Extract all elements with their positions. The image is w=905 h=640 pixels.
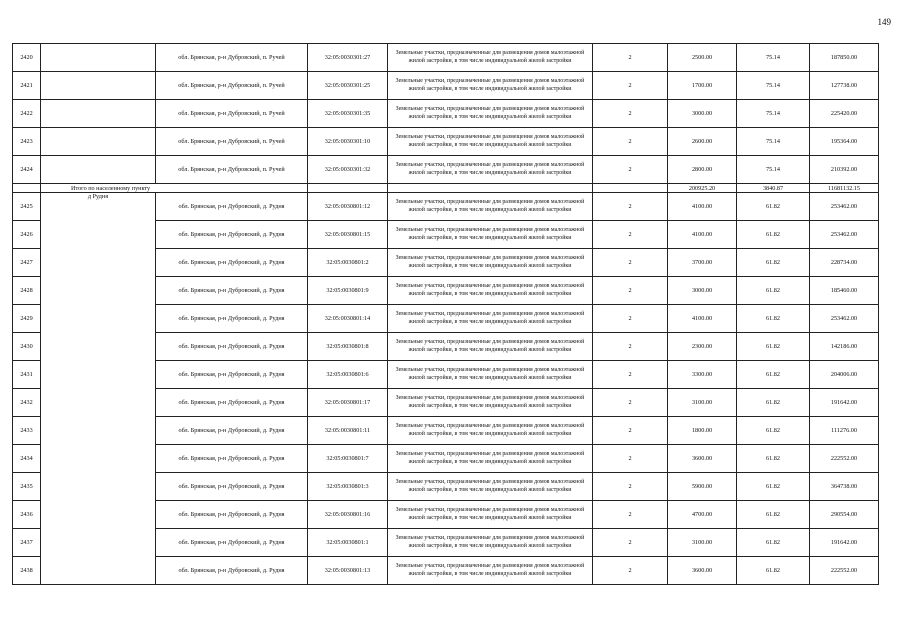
land-use-cell: Земельные участки, предназначенные для размещения домов малоэтажной жилой застройки, в том числе индивидуальной жилой застройки	[388, 193, 593, 221]
subtotal-empty-use	[388, 184, 593, 193]
land-use-cell: Земельные участки, предназначенные для размещения домов малоэтажной жилой застройки, в том числе индивидуальной жилой застройки	[388, 100, 593, 128]
address-cell: обл. Брянская, р-н Дубровский, п. Ручей	[156, 156, 308, 184]
cadastral-number-cell: 32:05:0030801:6	[308, 361, 388, 389]
rate-cell: 61.82	[737, 557, 810, 585]
cadastral-number-cell: 32:05:0030801:9	[308, 277, 388, 305]
value-cell: 253462.00	[810, 305, 879, 333]
value-cell: 187850.00	[810, 44, 879, 72]
cadastral-number-cell: 32:05:0030801:14	[308, 305, 388, 333]
cadastral-number-cell: 32:05:0030801:17	[308, 389, 388, 417]
category-cell: 2	[593, 445, 668, 473]
rate-cell: 61.82	[737, 361, 810, 389]
land-use-cell: Земельные участки, предназначенные для размещения домов малоэтажной жилой застройки, в том числе индивидуальной жилой застройки	[388, 473, 593, 501]
area-cell: 3100.00	[668, 389, 737, 417]
row-number: 2433	[13, 417, 41, 445]
address-cell: обл. Брянская, р-н Дубровский, д. Рудня	[156, 277, 308, 305]
row-number: 2423	[13, 128, 41, 156]
value-cell: 195364.00	[810, 128, 879, 156]
cadastral-number-cell: 32:05:0030801:13	[308, 557, 388, 585]
row-number: 2425	[13, 193, 41, 221]
cadastral-number-cell: 32:05:0030801:7	[308, 445, 388, 473]
row-number: 2435	[13, 473, 41, 501]
area-cell: 2300.00	[668, 333, 737, 361]
area-cell: 3100.00	[668, 529, 737, 557]
rate-cell: 75.14	[737, 128, 810, 156]
value-cell: 364738.00	[810, 473, 879, 501]
category-cell: 2	[593, 557, 668, 585]
category-cell: 2	[593, 333, 668, 361]
address-cell: обл. Брянская, р-н Дубровский, д. Рудня	[156, 193, 308, 221]
row-number: 2420	[13, 44, 41, 72]
value-cell: 111276.00	[810, 417, 879, 445]
category-cell: 2	[593, 361, 668, 389]
address-cell: обл. Брянская, р-н Дубровский, д. Рудня	[156, 473, 308, 501]
locality-cell	[41, 193, 156, 585]
rate-cell: 61.82	[737, 473, 810, 501]
address-cell: обл. Брянская, р-н Дубровский, д. Рудня	[156, 557, 308, 585]
cadastral-number-cell: 32:05:0030301:35	[308, 100, 388, 128]
address-cell: обл. Брянская, р-н Дубровский, д. Рудня	[156, 417, 308, 445]
land-use-cell: Земельные участки, предназначенные для размещения домов малоэтажной жилой застройки, в том числе индивидуальной жилой застройки	[388, 249, 593, 277]
area-cell: 3000.00	[668, 100, 737, 128]
land-use-cell: Земельные участки, предназначенные для размещения домов малоэтажной жилой застройки, в том числе индивидуальной жилой застройки	[388, 221, 593, 249]
category-cell: 2	[593, 473, 668, 501]
subtotal-empty-cad	[308, 184, 388, 193]
cadastral-number-cell: 32:05:0030801:8	[308, 333, 388, 361]
table-row	[13, 128, 879, 156]
area-cell: 3600.00	[668, 557, 737, 585]
land-use-cell: Земельные участки, предназначенные для размещения домов малоэтажной жилой застройки, в том числе индивидуальной жилой застройки	[388, 557, 593, 585]
table-row	[13, 156, 879, 184]
address-cell: обл. Брянская, р-н Дубровский, д. Рудня	[156, 501, 308, 529]
table-row	[13, 100, 879, 128]
rate-cell: 61.82	[737, 193, 810, 221]
category-cell: 2	[593, 44, 668, 72]
rate-cell: 75.14	[737, 44, 810, 72]
rate-cell: 61.82	[737, 277, 810, 305]
area-cell: 1700.00	[668, 72, 737, 100]
address-cell: обл. Брянская, р-н Дубровский, п. Ручей	[156, 44, 308, 72]
category-cell: 2	[593, 305, 668, 333]
subtotal-row	[13, 184, 879, 193]
subtotal-label: Итого по населенному пункту	[41, 184, 308, 193]
row-number: 2426	[13, 221, 41, 249]
land-use-cell: Земельные участки, предназначенные для размещения домов малоэтажной жилой застройки, в том числе индивидуальной жилой застройки	[388, 361, 593, 389]
locality-cell	[41, 128, 156, 156]
locality-cell	[41, 72, 156, 100]
value-cell: 222552.00	[810, 445, 879, 473]
cadastral-number-cell: 32:05:0030301:27	[308, 44, 388, 72]
land-use-cell: Земельные участки, предназначенные для размещения домов малоэтажной жилой застройки, в том числе индивидуальной жилой застройки	[388, 333, 593, 361]
rate-cell: 61.82	[737, 249, 810, 277]
category-cell: 2	[593, 72, 668, 100]
cadastral-number-cell: 32:05:0030801:11	[308, 417, 388, 445]
table-row	[13, 193, 879, 221]
locality-cell	[41, 156, 156, 184]
table-row	[13, 72, 879, 100]
address-cell: обл. Брянская, р-н Дубровский, д. Рудня	[156, 529, 308, 557]
rate-cell: 75.14	[737, 156, 810, 184]
locality-cell	[41, 44, 156, 72]
cadastral-number-cell: 32:05:0030801:2	[308, 249, 388, 277]
area-cell: 4100.00	[668, 305, 737, 333]
rate-cell: 61.82	[737, 389, 810, 417]
value-cell: 210392.00	[810, 156, 879, 184]
address-cell: обл. Брянская, р-н Дубровский, п. Ручей	[156, 100, 308, 128]
row-number: 2434	[13, 445, 41, 473]
area-cell: 5900.00	[668, 473, 737, 501]
table-row	[13, 44, 879, 72]
subtotal-empty-cat	[593, 184, 668, 193]
area-cell: 2800.00	[668, 156, 737, 184]
value-cell: 142186.00	[810, 333, 879, 361]
address-cell: обл. Брянская, р-н Дубровский, д. Рудня	[156, 361, 308, 389]
category-cell: 2	[593, 156, 668, 184]
area-cell: 4700.00	[668, 501, 737, 529]
row-number: 2429	[13, 305, 41, 333]
address-cell: обл. Брянская, р-н Дубровский, д. Рудня	[156, 389, 308, 417]
address-cell: обл. Брянская, р-н Дубровский, д. Рудня	[156, 305, 308, 333]
area-cell: 3600.00	[668, 445, 737, 473]
land-use-cell: Земельные участки, предназначенные для размещения домов малоэтажной жилой застройки, в том числе индивидуальной жилой застройки	[388, 389, 593, 417]
address-cell: обл. Брянская, р-н Дубровский, д. Рудня	[156, 249, 308, 277]
cadastral-number-cell: 32:05:0030301:25	[308, 72, 388, 100]
subtotal-rate: 3840.87	[737, 184, 810, 193]
row-number: 2432	[13, 389, 41, 417]
rate-cell: 61.82	[737, 417, 810, 445]
row-number: 2424	[13, 156, 41, 184]
land-use-cell: Земельные участки, предназначенные для размещения домов малоэтажной жилой застройки, в том числе индивидуальной жилой застройки	[388, 128, 593, 156]
row-number: 2430	[13, 333, 41, 361]
category-cell: 2	[593, 128, 668, 156]
address-cell: обл. Брянская, р-н Дубровский, д. Рудня	[156, 221, 308, 249]
value-cell: 290554.00	[810, 501, 879, 529]
value-cell: 222552.00	[810, 557, 879, 585]
row-number: 2438	[13, 557, 41, 585]
row-number: 2437	[13, 529, 41, 557]
page-number: 149	[877, 17, 891, 27]
area-cell: 3000.00	[668, 277, 737, 305]
category-cell: 2	[593, 277, 668, 305]
value-cell: 228734.00	[810, 249, 879, 277]
cadastral-number-cell: 32:05:0030801:3	[308, 473, 388, 501]
rate-cell: 75.14	[737, 100, 810, 128]
rate-cell: 61.82	[737, 305, 810, 333]
cadastral-number-cell: 32:05:0030801:12	[308, 193, 388, 221]
land-use-cell: Земельные участки, предназначенные для размещения домов малоэтажной жилой застройки, в том числе индивидуальной жилой застройки	[388, 72, 593, 100]
subtotal-area: 200925.20	[668, 184, 737, 193]
land-use-cell: Земельные участки, предназначенные для размещения домов малоэтажной жилой застройки, в том числе индивидуальной жилой застройки	[388, 501, 593, 529]
land-use-cell: Земельные участки, предназначенные для размещения домов малоэтажной жилой застройки, в том числе индивидуальной жилой застройки	[388, 277, 593, 305]
rate-cell: 61.82	[737, 529, 810, 557]
address-cell: обл. Брянская, р-н Дубровский, д. Рудня	[156, 333, 308, 361]
rate-cell: 61.82	[737, 333, 810, 361]
value-cell: 191642.00	[810, 389, 879, 417]
cadastral-number-cell: 32:05:0030801:15	[308, 221, 388, 249]
rate-cell: 61.82	[737, 501, 810, 529]
category-cell: 2	[593, 249, 668, 277]
row-number: 2431	[13, 361, 41, 389]
category-cell: 2	[593, 529, 668, 557]
locality-cell	[41, 100, 156, 128]
row-number: 2428	[13, 277, 41, 305]
row-number: 2436	[13, 501, 41, 529]
area-cell: 1800.00	[668, 417, 737, 445]
area-cell: 2500.00	[668, 44, 737, 72]
value-cell: 204006.00	[810, 361, 879, 389]
land-use-cell: Земельные участки, предназначенные для размещения домов малоэтажной жилой застройки, в том числе индивидуальной жилой застройки	[388, 305, 593, 333]
subtotal-empty-num	[13, 184, 41, 193]
row-number: 2422	[13, 100, 41, 128]
land-use-cell: Земельные участки, предназначенные для размещения домов малоэтажной жилой застройки, в том числе индивидуальной жилой застройки	[388, 445, 593, 473]
address-cell: обл. Брянская, р-н Дубровский, п. Ручей	[156, 72, 308, 100]
area-cell: 4100.00	[668, 221, 737, 249]
value-cell: 253462.00	[810, 221, 879, 249]
value-cell: 127738.00	[810, 72, 879, 100]
row-number: 2427	[13, 249, 41, 277]
address-cell: обл. Брянская, р-н Дубровский, п. Ручей	[156, 128, 308, 156]
area-cell: 3700.00	[668, 249, 737, 277]
category-cell: 2	[593, 417, 668, 445]
cadastral-number-cell: 32:05:0030801:1	[308, 529, 388, 557]
value-cell: 185460.00	[810, 277, 879, 305]
rate-cell: 75.14	[737, 72, 810, 100]
rate-cell: 61.82	[737, 221, 810, 249]
cadastral-value-table	[12, 43, 879, 585]
category-cell: 2	[593, 221, 668, 249]
cadastral-number-cell: 32:05:0030301:10	[308, 128, 388, 156]
group-rudnya	[13, 193, 879, 585]
area-cell: 3300.00	[668, 361, 737, 389]
locality-name: д Рудня	[87, 193, 109, 200]
subtotal-section	[13, 184, 879, 193]
rate-cell: 61.82	[737, 445, 810, 473]
area-cell: 4100.00	[668, 193, 737, 221]
value-cell: 225420.00	[810, 100, 879, 128]
cadastral-number-cell: 32:05:0030801:16	[308, 501, 388, 529]
group-ruchey	[13, 44, 879, 184]
category-cell: 2	[593, 389, 668, 417]
category-cell: 2	[593, 100, 668, 128]
address-cell: обл. Брянская, р-н Дубровский, д. Рудня	[156, 445, 308, 473]
area-cell: 2600.00	[668, 128, 737, 156]
land-use-cell: Земельные участки, предназначенные для размещения домов малоэтажной жилой застройки, в том числе индивидуальной жилой застройки	[388, 529, 593, 557]
value-cell: 253462.00	[810, 193, 879, 221]
cadastral-number-cell: 32:05:0030301:32	[308, 156, 388, 184]
subtotal-value: 11681132.15	[810, 184, 879, 193]
land-use-cell: Земельные участки, предназначенные для размещения домов малоэтажной жилой застройки, в том числе индивидуальной жилой застройки	[388, 44, 593, 72]
row-number: 2421	[13, 72, 41, 100]
category-cell: 2	[593, 193, 668, 221]
land-use-cell: Земельные участки, предназначенные для размещения домов малоэтажной жилой застройки, в том числе индивидуальной жилой застройки	[388, 417, 593, 445]
land-use-cell: Земельные участки, предназначенные для размещения домов малоэтажной жилой застройки, в том числе индивидуальной жилой застройки	[388, 156, 593, 184]
category-cell: 2	[593, 501, 668, 529]
value-cell: 191642.00	[810, 529, 879, 557]
